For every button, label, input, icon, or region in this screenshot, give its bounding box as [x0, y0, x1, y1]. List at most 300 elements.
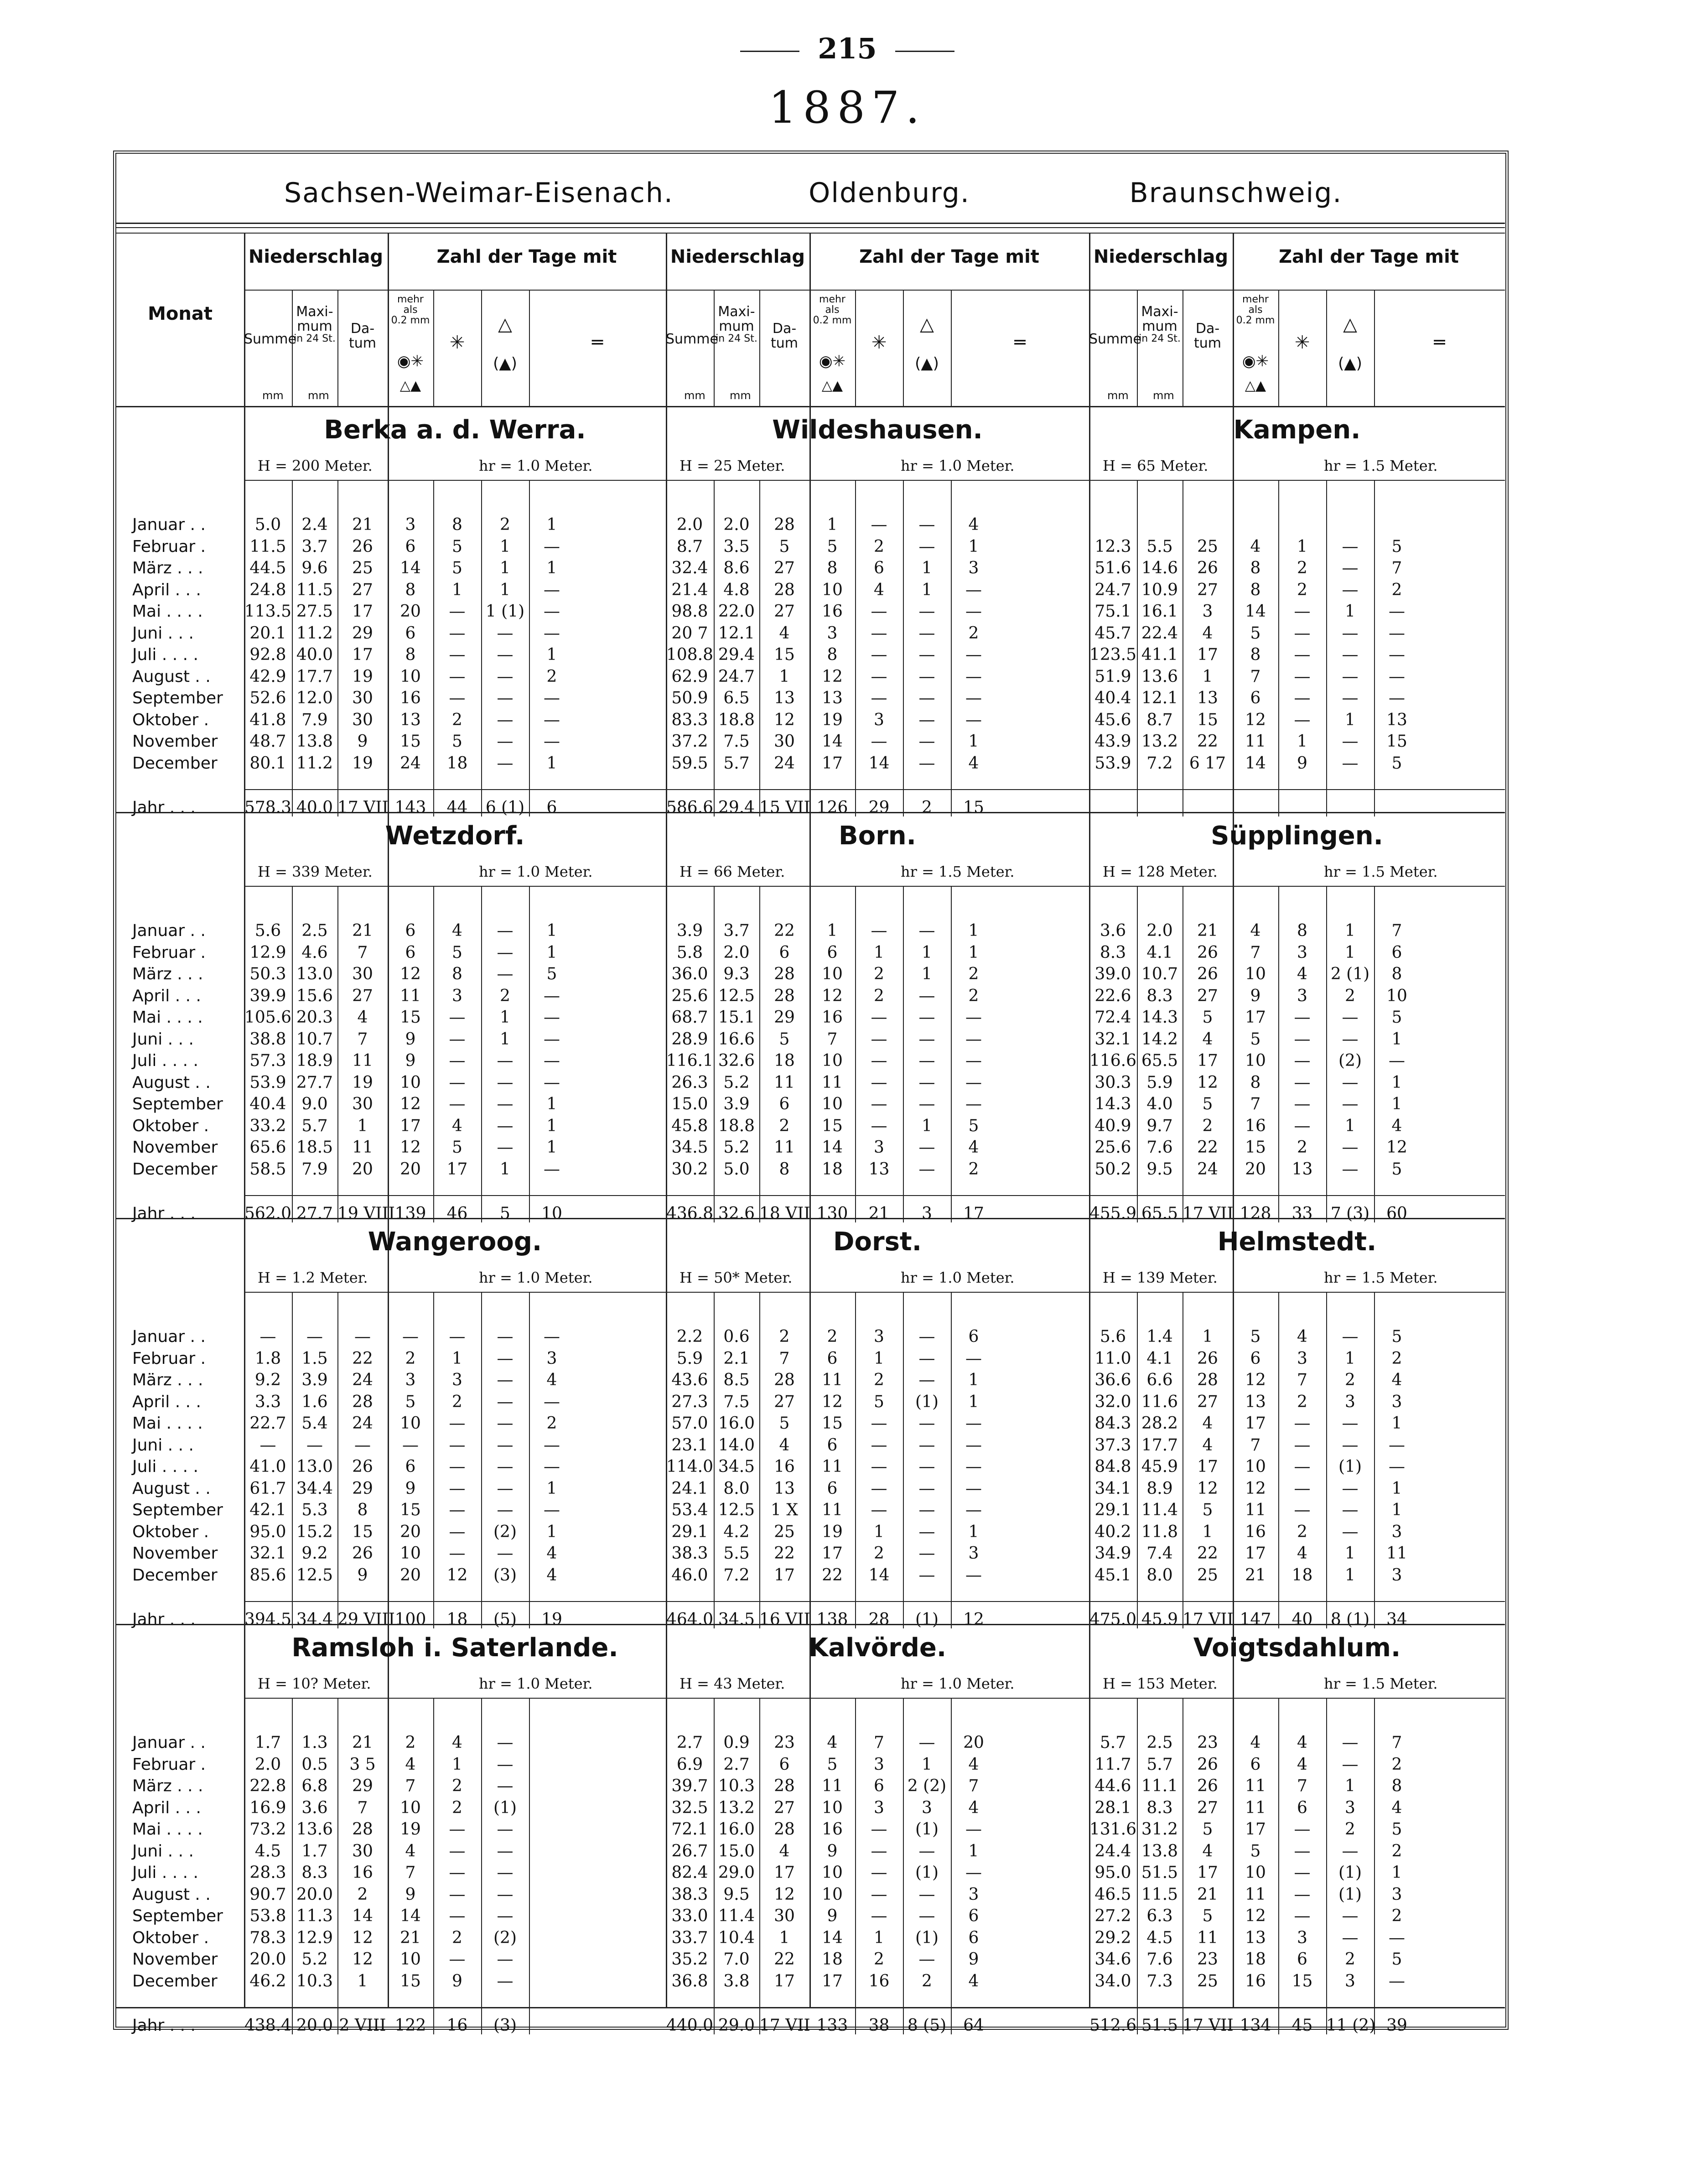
data-cell: — — [402, 1327, 419, 1346]
month-label: November — [132, 1950, 218, 1969]
data-cell: 30 — [352, 1841, 373, 1861]
data-cell: 7 — [405, 1863, 416, 1882]
state-heading: Sachsen-Weimar-Eisenach. — [284, 177, 674, 209]
data-cell: 5.7 — [723, 754, 750, 773]
data-cell: 19 — [400, 1820, 421, 1839]
gauge-height: hr = 1.0 Meter. — [479, 1675, 593, 1692]
data-cell: 6.8 — [301, 1777, 328, 1795]
data-cell: 8 — [452, 965, 462, 983]
data-cell: — — [544, 1008, 560, 1027]
data-cell: 2 — [1345, 1950, 1355, 1969]
data-cell: 46.2 — [249, 1971, 286, 1991]
data-cell: (1) — [915, 1820, 939, 1839]
data-cell: 3 — [1391, 1392, 1402, 1411]
data-cell: 12 — [1245, 710, 1266, 729]
data-cell: 30.2 — [671, 1160, 708, 1179]
station-name: Kalvörde. — [808, 1633, 947, 1663]
data-cell: 7 — [1391, 1733, 1402, 1752]
data-cell: 11 — [822, 1073, 843, 1092]
month-label: August . . — [132, 1885, 211, 1904]
hail-icon: △▲ — [821, 378, 843, 394]
data-cell: 3.7 — [301, 537, 328, 556]
month-label: September — [132, 1501, 223, 1519]
data-cell: 8 — [1250, 580, 1261, 599]
data-cell: 13 — [1245, 1392, 1266, 1411]
jahr-cell: 128 — [1240, 1204, 1271, 1223]
data-cell: 113.5 — [244, 602, 292, 621]
data-cell: — — [449, 1885, 466, 1904]
datum-header-line: Da- — [1195, 321, 1220, 337]
data-cell: 20.0 — [296, 1885, 333, 1904]
data-cell: 2 — [968, 1160, 979, 1179]
data-cell: 5 — [1391, 537, 1402, 556]
month-label: August . . — [132, 1479, 211, 1498]
data-cell: — — [918, 1457, 935, 1476]
data-cell: 11 — [1245, 1501, 1266, 1519]
station-height: H = 128 Meter. — [1103, 863, 1218, 880]
data-cell: — — [1389, 602, 1405, 621]
data-cell: 10 — [400, 1414, 421, 1433]
data-cell: 50.9 — [671, 689, 708, 707]
subheader-rule — [1089, 290, 1505, 291]
data-cell: 17 — [1245, 1008, 1266, 1027]
data-cell: 22 — [352, 1349, 373, 1368]
data-cell: 23 — [774, 1733, 795, 1752]
data-cell: 1 — [1297, 732, 1307, 751]
jahr-cell: 8 (5) — [907, 2016, 947, 2035]
summe-header: Summe — [1089, 331, 1141, 347]
data-cell: (1) — [915, 1392, 939, 1411]
subcolumn-rule — [903, 290, 904, 406]
data-cell: — — [402, 1435, 419, 1455]
month-label: Oktober . — [132, 1928, 209, 1947]
data-cell: 3 — [1345, 1392, 1355, 1411]
data-cell: — — [497, 1138, 513, 1157]
data-cell: — — [1342, 754, 1359, 773]
data-cell: 11.1 — [1141, 1777, 1178, 1795]
data-cell: 24.7 — [1094, 580, 1131, 599]
data-cell: 53.8 — [249, 1907, 286, 1925]
jahr-cell: 64 — [963, 2016, 984, 2035]
niederschlag-header: Niederschlag — [1093, 246, 1229, 267]
data-cell: 14.2 — [1141, 1030, 1178, 1049]
data-cell: 28 — [774, 986, 795, 1005]
data-cell: 3 — [1202, 602, 1213, 621]
month-label: November — [132, 732, 218, 751]
data-cell: 2 — [922, 1971, 932, 1991]
data-cell: 50.2 — [1094, 1160, 1131, 1179]
data-cell: — — [918, 602, 935, 621]
data-cell: 25.6 — [671, 986, 708, 1005]
data-cell: — — [497, 624, 513, 643]
data-cell: 20 — [400, 1565, 421, 1585]
data-cell: — — [1294, 1095, 1311, 1113]
jahr-cell: 100 — [394, 1610, 426, 1629]
data-cell: 3 — [968, 1544, 979, 1563]
data-cell: 28.3 — [249, 1863, 286, 1882]
data-cell: — — [965, 1349, 982, 1368]
data-cell: 5.5 — [723, 1544, 750, 1563]
data-cell: — — [449, 1414, 466, 1433]
data-cell: 1 — [452, 1349, 462, 1368]
data-cell: — — [449, 689, 466, 707]
jahr-cell: 45.9 — [1141, 1610, 1178, 1629]
data-cell: 3 — [922, 1798, 932, 1817]
data-cell: 24 — [1197, 1160, 1218, 1179]
data-cell: 12.5 — [718, 986, 755, 1005]
data-cell: 3 — [1297, 943, 1307, 962]
data-cell: 12 — [446, 1565, 468, 1585]
jahr-cell: 16 VII — [759, 1610, 810, 1629]
data-cell: 13 — [1386, 710, 1407, 729]
data-cell: 3 — [968, 1885, 979, 1904]
data-cell: 0.9 — [723, 1733, 750, 1752]
data-cell: 6 — [1297, 1798, 1307, 1817]
dash-right — [895, 51, 954, 52]
data-cell: 4 — [1297, 965, 1307, 983]
data-cell: 35.2 — [671, 1950, 708, 1969]
jahr-cell: 27.7 — [296, 1204, 333, 1223]
data-cell: — — [871, 1820, 887, 1839]
jahr-cell: 122 — [394, 2016, 426, 2035]
data-cell: 51.9 — [1094, 667, 1131, 686]
data-cell: 6 — [827, 1349, 838, 1368]
subheader-rule — [666, 290, 1089, 291]
data-cell: 10.7 — [296, 1030, 333, 1049]
month-label: März . . . — [132, 559, 203, 577]
data-cell: 6 — [405, 921, 416, 940]
data-cell: — — [1294, 1414, 1311, 1433]
data-cell: 5.3 — [301, 1501, 328, 1519]
data-cell: 10 — [822, 1798, 843, 1817]
data-cell: 7 — [1250, 1435, 1261, 1455]
data-cell: 2 — [1297, 580, 1307, 599]
data-cell: 0.5 — [301, 1755, 328, 1774]
data-cell: 43.9 — [1094, 732, 1131, 751]
station-info-rule — [244, 480, 666, 481]
data-cell: — — [497, 1371, 513, 1389]
data-cell: — — [544, 1392, 560, 1411]
data-cell: 4 — [779, 1841, 790, 1861]
data-cell: — — [871, 645, 887, 664]
data-cell: 45.9 — [1141, 1457, 1178, 1476]
data-cell: 8.7 — [676, 537, 703, 556]
month-label: August . . — [132, 1073, 211, 1092]
data-cell: 15 — [774, 645, 795, 664]
data-cell: 18 — [1291, 1565, 1313, 1585]
data-cell: 15 — [1291, 1971, 1313, 1991]
data-cell: 3 — [1297, 986, 1307, 1005]
data-cell: 4.1 — [1146, 943, 1173, 962]
data-cell: 33.0 — [671, 1907, 708, 1925]
data-cell: 2 — [452, 710, 462, 729]
data-cell: 3 — [452, 986, 462, 1005]
mehr-als-header — [809, 294, 855, 326]
month-label: November — [132, 1544, 218, 1563]
data-cell: 1 — [1345, 1544, 1355, 1563]
data-cell: 2 — [1297, 1392, 1307, 1411]
data-cell: 33.7 — [671, 1928, 708, 1947]
data-cell: 3.5 — [723, 537, 750, 556]
jahr-cell: 10 — [541, 1204, 562, 1223]
table-bottom-rule — [116, 2007, 1505, 2008]
data-cell: 9 — [452, 1971, 462, 1991]
data-cell: 12.1 — [1141, 689, 1178, 707]
data-cell: — — [871, 1863, 887, 1882]
gauge-height: hr = 1.5 Meter. — [1324, 1675, 1438, 1692]
data-cell: 6.6 — [1146, 1371, 1173, 1389]
month-label: April . . . — [132, 986, 201, 1005]
data-cell: — — [449, 1435, 466, 1455]
data-cell: 22 — [1197, 1138, 1218, 1157]
data-cell: 7.0 — [723, 1950, 750, 1969]
data-cell: 8 — [1250, 1073, 1261, 1092]
jahr-cell: 394.5 — [244, 1610, 292, 1629]
data-cell: — — [544, 689, 560, 707]
month-label: Juni . . . — [132, 1030, 194, 1049]
data-cell: — — [259, 1435, 276, 1455]
data-cell: — — [965, 1051, 982, 1070]
data-cell: 15 — [1245, 1138, 1266, 1157]
data-cell: 12 — [400, 965, 421, 983]
jahr-cell: 34.5 — [718, 1610, 755, 1629]
data-cell: — — [918, 1030, 935, 1049]
data-cell: 2 — [405, 1349, 416, 1368]
data-cell: — — [1294, 667, 1311, 686]
zahl-der-tage-header: Zahl der Tage mit — [436, 246, 617, 267]
data-cell: 27 — [774, 602, 795, 621]
data-cell: — — [871, 1414, 887, 1433]
data-cell: 34.0 — [1094, 1971, 1131, 1991]
data-cell: 2 — [1391, 1907, 1402, 1925]
data-cell: — — [306, 1435, 323, 1455]
data-cell: 3 — [546, 1349, 557, 1368]
data-cell: 6.9 — [676, 1755, 703, 1774]
data-cell: 5.0 — [723, 1160, 750, 1179]
data-cell: 5 — [452, 1138, 462, 1157]
station-height: H = 50* Meter. — [679, 1269, 793, 1286]
data-cell: 6 — [874, 559, 884, 577]
data-cell: 6 — [827, 1479, 838, 1498]
data-cell: — — [1342, 1160, 1359, 1179]
data-cell: — — [918, 1565, 935, 1585]
mehr-als-header — [388, 294, 433, 326]
data-cell: — — [871, 1435, 887, 1455]
hail-icon: △▲ — [399, 378, 421, 394]
jahr-cell: 6 (1) — [485, 798, 525, 817]
data-cell: 7 — [357, 1798, 368, 1817]
data-cell: 15 — [400, 732, 421, 751]
data-cell: 1 — [922, 559, 932, 577]
data-cell: 11.4 — [1141, 1501, 1178, 1519]
data-cell: — — [449, 1841, 466, 1861]
data-cell: 11.4 — [718, 1907, 755, 1925]
hail-icon: △▲ — [1245, 378, 1266, 394]
data-cell: 5.6 — [254, 921, 281, 940]
data-cell: — — [1342, 1522, 1359, 1541]
data-cell: 2.5 — [301, 921, 328, 940]
page-year: 1887. — [768, 82, 926, 133]
data-cell: 10 — [822, 1885, 843, 1904]
station-name: Süpplingen. — [1211, 821, 1383, 851]
data-cell: 18.8 — [718, 1116, 755, 1135]
data-cell: 4 — [1297, 1755, 1307, 1774]
data-cell: 2 — [874, 1371, 884, 1389]
jahr-cell: 586.6 — [666, 798, 714, 817]
data-cell: — — [497, 645, 513, 664]
datum-header-line: Da- — [772, 321, 797, 337]
data-cell: 2.2 — [676, 1327, 703, 1346]
data-cell: 12.0 — [296, 689, 333, 707]
data-cell: 11 — [822, 1777, 843, 1795]
data-cell: — — [544, 1457, 560, 1476]
data-cell: 7 — [1391, 921, 1402, 940]
data-cell: — — [1294, 1116, 1311, 1135]
data-cell: 2.0 — [254, 1755, 281, 1774]
data-cell: 7 — [1391, 559, 1402, 577]
data-cell: (2) — [493, 1928, 517, 1947]
data-cell: 29 — [774, 1008, 795, 1027]
data-cell: 58.5 — [249, 1160, 286, 1179]
data-cell: 31.2 — [1141, 1820, 1178, 1839]
data-cell: 9 — [405, 1051, 416, 1070]
snow-icon: ✳ — [449, 332, 465, 353]
data-cell: 4 — [452, 1733, 462, 1752]
data-cell: 26.7 — [671, 1841, 708, 1861]
data-cell: 27 — [1197, 580, 1218, 599]
data-cell: 45.1 — [1094, 1565, 1131, 1585]
jahr-cell: 440.0 — [666, 2016, 714, 2035]
maximum-header — [1137, 305, 1183, 344]
rain-snow-icon: ◉✳ — [819, 352, 846, 370]
data-cell: 2 (2) — [907, 1777, 947, 1795]
summe-header: Summe — [244, 331, 296, 347]
data-cell: 40.0 — [296, 645, 333, 664]
gauge-height: hr = 1.0 Meter. — [901, 1675, 1015, 1692]
data-cell: 6 — [779, 1095, 790, 1113]
data-cell: 7 — [874, 1733, 884, 1752]
data-cell: 4 — [968, 1138, 979, 1157]
jahr-cell: 436.8 — [666, 1204, 714, 1223]
data-cell: — — [497, 1777, 513, 1795]
subcolumn-rule — [481, 290, 482, 406]
data-cell: — — [1342, 1755, 1359, 1774]
data-cell: 1 X — [771, 1501, 798, 1519]
data-cell: 16 — [352, 1863, 373, 1882]
data-cell: — — [1389, 1971, 1405, 1991]
data-cell: 12 — [822, 986, 843, 1005]
data-cell: 1 — [1202, 1522, 1213, 1541]
gauge-height: hr = 1.0 Meter. — [901, 1269, 1015, 1286]
station-info-rule — [244, 1698, 666, 1699]
data-cell: 32.0 — [1094, 1392, 1131, 1411]
data-cell: 34.9 — [1094, 1544, 1131, 1563]
station-height: H = 43 Meter. — [679, 1675, 785, 1692]
jahr-cell: 562.0 — [244, 1204, 292, 1223]
data-cell: 1 — [1345, 1116, 1355, 1135]
data-cell: — — [871, 1030, 887, 1049]
data-cell: — — [871, 689, 887, 707]
mehr-als-header — [1233, 294, 1278, 326]
month-label: Juli . . . . — [132, 1457, 198, 1476]
data-cell: 1 — [968, 943, 979, 962]
data-cell: 1 — [1391, 1073, 1402, 1092]
data-cell: 4 — [1202, 624, 1213, 643]
data-cell: — — [544, 1501, 560, 1519]
data-cell: 3 — [1345, 1971, 1355, 1991]
data-cell: 15 — [1386, 732, 1407, 751]
data-cell: 5.0 — [254, 515, 281, 534]
data-cell: 8 — [452, 515, 462, 534]
data-cell: — — [918, 1371, 935, 1389]
data-cell: 21 — [1197, 1885, 1218, 1904]
data-cell: 22 — [774, 1950, 795, 1969]
data-cell: 8.3 — [1146, 986, 1173, 1005]
data-cell: — — [497, 1349, 513, 1368]
data-cell: 5 — [1250, 1841, 1261, 1861]
data-cell: 7 — [827, 1030, 838, 1049]
month-label: Juni . . . — [132, 624, 194, 643]
data-cell: — — [497, 1885, 513, 1904]
data-cell: — — [497, 1820, 513, 1839]
data-cell: 30 — [774, 732, 795, 751]
data-cell: — — [544, 537, 560, 556]
header-top-rule — [116, 233, 1505, 234]
month-label: Januar . . — [132, 515, 206, 534]
unit-mm: mm — [684, 389, 705, 402]
data-cell: 13.6 — [296, 1820, 333, 1839]
data-cell: 6.3 — [1146, 1907, 1173, 1925]
data-cell: 4 — [968, 1971, 979, 1991]
data-cell: — — [306, 1327, 323, 1346]
data-cell: 24.1 — [671, 1479, 708, 1498]
data-cell: 28 — [774, 515, 795, 534]
jahr-cell: (5) — [493, 1610, 517, 1629]
station-info-rule — [1089, 1292, 1505, 1293]
data-cell: 2 — [874, 1544, 884, 1563]
gauge-height: hr = 1.5 Meter. — [1324, 1269, 1438, 1286]
data-cell: 2.0 — [1146, 921, 1173, 940]
data-cell: 4 — [968, 1798, 979, 1817]
data-cell: 1 — [500, 1008, 510, 1027]
data-cell: — — [497, 1392, 513, 1411]
data-cell: 11.5 — [249, 537, 286, 556]
data-cell: 26 — [1197, 559, 1218, 577]
data-cell: (1) — [915, 1928, 939, 1947]
data-cell: 1 — [968, 537, 979, 556]
data-cell: 13.8 — [1141, 1841, 1178, 1861]
data-cell: 29 — [352, 1479, 373, 1498]
data-cell: — — [497, 710, 513, 729]
data-cell: 7 — [1297, 1371, 1307, 1389]
data-cell: — — [871, 1457, 887, 1476]
data-cell: — — [1342, 580, 1359, 599]
data-cell: 22 — [774, 921, 795, 940]
data-cell: — — [544, 580, 560, 599]
data-cell: 29.0 — [718, 1863, 755, 1882]
unit-mm: mm — [1153, 389, 1174, 402]
data-cell: — — [1294, 624, 1311, 643]
data-cell: 5.7 — [301, 1116, 328, 1135]
data-cell: — — [965, 1414, 982, 1433]
jahr-cell: 39 — [1386, 2016, 1407, 2035]
station-info-rule — [1089, 1698, 1505, 1699]
jahr-cell: 143 — [394, 798, 426, 817]
data-cell: 7 — [357, 943, 368, 962]
station-height: H = 10? Meter. — [258, 1675, 371, 1692]
jahr-cell: 138 — [816, 1610, 848, 1629]
data-cell: 2.4 — [301, 515, 328, 534]
